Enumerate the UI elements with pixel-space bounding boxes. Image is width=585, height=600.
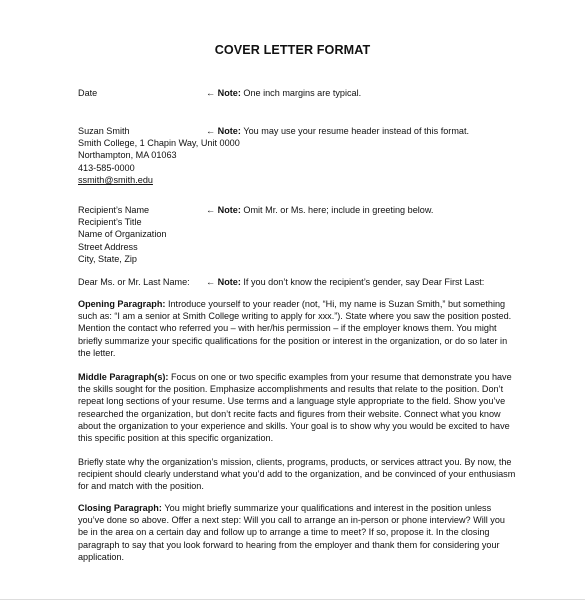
recipient-title: Recipient’s Title	[78, 217, 142, 228]
note-omit-title	[206, 204, 433, 216]
recipient-name: Recipient’s Name	[78, 205, 150, 215]
middle-paragraph	[78, 371, 516, 444]
note-text: If you don’t know the recipient’s gender, say Dear First Last:	[243, 277, 485, 287]
opening-paragraph-text: Introduce yourself to your reader (not, “Hi, my name is Suzan Smith,” but something such as: “I am a senior at Smith College writing to apply for xxx.”). State where you saw the position posted. Mention the contact who referred you – with her/his permission – if the employer knows them. You might briefly summarize your specific qualifications for the position or interest in the organization, or do so later in the letter.	[78, 299, 512, 358]
sender-address: Smith College, 1 Chapin Way, Unit 0000	[78, 138, 240, 149]
left-arrow-icon: ←	[206, 205, 218, 215]
middle-paragraph-label: Middle Paragraph(s):	[78, 372, 171, 382]
recipient-org: Name of Organization	[78, 229, 167, 240]
sender-email-link[interactable]: ssmith@smith.edu	[78, 174, 153, 185]
note-resume-header	[206, 125, 469, 137]
note-prefix: Note:	[217, 277, 244, 287]
note-prefix: Note:	[217, 205, 244, 215]
closing-paragraph-text: You might briefly summarize your qualifications and interest in the position unless you’ve done so above. Offer a next step: Will you call to arrange an in-person or phone interview? Will you be in the area on a certain day and follow up to arrange a time to meet? If so, propose it. In the closing paragraph to say that you look forward to hearing from the employer and thank them for considering your application.	[78, 503, 505, 562]
note-text: You may use your resume header instead of this format.	[243, 126, 470, 136]
date-label: Date	[78, 88, 98, 98]
note-margins	[206, 87, 361, 99]
page-title: COVER LETTER FORMAT	[214, 43, 371, 57]
sender-city: Northampton, MA 01063	[78, 150, 177, 161]
closing-paragraph-label: Closing Paragraph:	[78, 503, 165, 513]
recipient-city: City, State, Zip	[78, 253, 137, 264]
closing-paragraph	[78, 502, 516, 563]
opening-paragraph-label: Opening Paragraph:	[78, 299, 168, 309]
left-arrow-icon: ←	[206, 277, 218, 287]
note-text: One inch margins are typical.	[243, 88, 362, 98]
note-prefix: Note:	[217, 88, 244, 98]
left-arrow-icon: ←	[206, 126, 218, 136]
briefly-paragraph: Briefly state why the organization’s mission, clients, programs, products, or services attract you. By now, the recipient should clearly understand what you’d add to the organization, and be convinced of your enthusiasm for and match with the position.	[78, 457, 516, 492]
greeting: Dear Ms. or Mr. Last Name:	[78, 277, 190, 287]
note-gender	[206, 276, 484, 288]
recipient-street: Street Address	[78, 241, 138, 252]
sender-name: Suzan Smith	[78, 126, 130, 136]
note-text: Omit Mr. or Ms. here; include in greeting below.	[243, 205, 434, 215]
sender-phone: 413-585-0000	[78, 162, 135, 173]
middle-paragraph-text: Focus on one or two specific examples from your resume that demonstrate you have the skills sought for the position. Emphasize accomplishments and results that relate to the position. Don’t repeat long sections of your resume. Use terms and a language style appropriate to the field. Show you’ve researched the organization, but don’t recite facts and figures from their website. Connect what you know about the organization to your experience and skills. Your goal is to show why you would be excited to have this specific position at this specific organization.	[78, 372, 512, 444]
opening-paragraph	[78, 298, 516, 359]
left-arrow-icon: ←	[206, 88, 218, 98]
note-prefix: Note:	[217, 126, 244, 136]
recipient-address-block	[78, 204, 166, 265]
